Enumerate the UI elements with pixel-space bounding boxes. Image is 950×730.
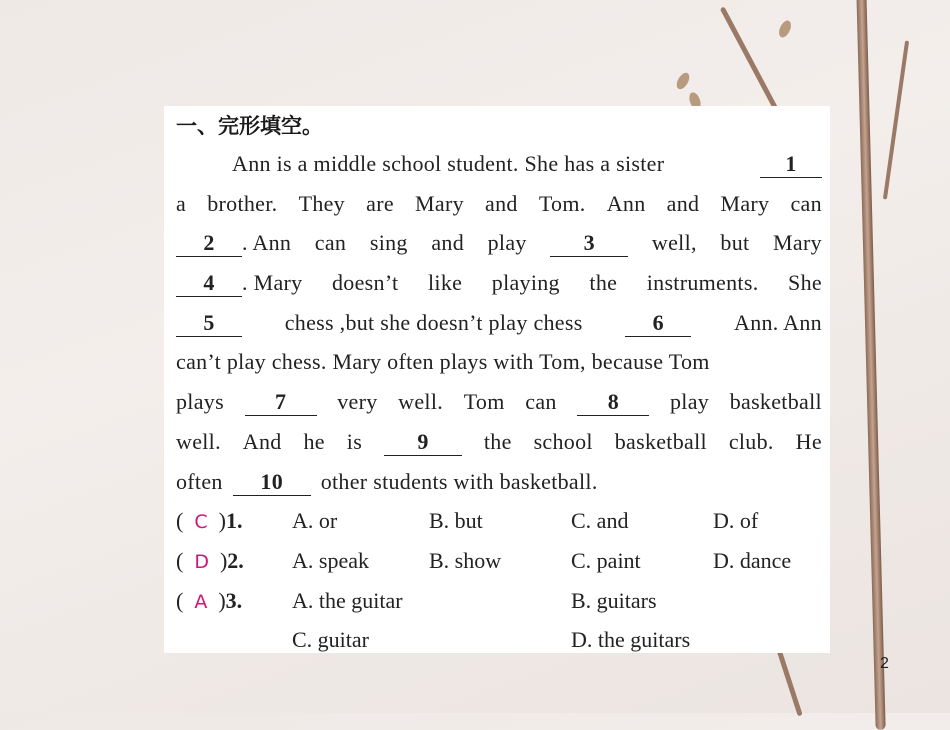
answer-2: D — [194, 550, 209, 573]
option-a: A. or — [292, 508, 338, 534]
question-2: ( D )2. A. speak B. show C. paint D. dance — [176, 541, 822, 581]
passage-line-8: well. And he is 9 the school basketball club. He — [176, 428, 822, 454]
answer-1: C — [194, 511, 208, 534]
blank-2: 2 — [176, 230, 242, 257]
decorative-bud — [777, 19, 794, 40]
option-c: C. and — [571, 508, 629, 534]
question-1: ( C )1. A. or B. but C. and D. of — [176, 501, 822, 541]
option-d: D. of — [713, 508, 759, 534]
option-b: B. but — [429, 508, 483, 534]
option-a: A. the guitar — [292, 587, 403, 613]
option-d: D. dance — [713, 547, 792, 573]
question-3-continued — [176, 620, 822, 660]
passage-line-9: often 10 other students with basketball. — [176, 468, 598, 494]
blank-9: 9 — [384, 429, 462, 456]
passage-line-4: 4 . Mary doesn’t like playing the instruments. She — [176, 263, 822, 303]
answer-3: A — [194, 590, 208, 613]
blank-1: 1 — [760, 151, 822, 178]
passage-line-5: 5 chess ,but she doesn’t play chess 6 Ann. Ann — [176, 303, 822, 343]
question-3: ( A )3. A. the guitar B. guitars — [176, 581, 822, 621]
passage-line-7: plays 7 very well. Tom can 8 play basketball — [176, 389, 822, 415]
passage-line-2: a brother. They are Mary and Tom. Ann and Mary can — [176, 190, 822, 216]
decorative-branch — [856, 0, 885, 730]
option-a: A. speak — [292, 547, 369, 573]
passage-line-6: can’t play chess. Mary often plays with Tom, because Tom — [176, 349, 710, 375]
option-b: B. show — [429, 547, 502, 573]
passage-line-1: Ann is a middle school student. She has a sister 1 — [176, 144, 822, 184]
decorative-twig — [883, 41, 909, 200]
blank-4: 4 — [176, 270, 242, 297]
decorative-bud — [674, 71, 692, 92]
option-c: C. guitar — [292, 627, 369, 653]
option-b: B. guitars — [571, 587, 657, 613]
page-number: 2 — [880, 655, 889, 672]
blank-5: 5 — [176, 310, 242, 337]
blank-7: 7 — [245, 389, 317, 416]
blank-3: 3 — [550, 230, 628, 257]
blank-8: 8 — [577, 389, 649, 416]
option-c: C. paint — [571, 547, 641, 573]
blank-10: 10 — [233, 469, 311, 496]
section-heading: 一、完形填空。 — [176, 114, 323, 138]
option-d: D. the guitars — [571, 627, 691, 653]
passage-line-3: 2 . Ann can sing and play 3 well, but Mary — [176, 223, 822, 263]
exercise-panel — [164, 106, 830, 653]
blank-6: 6 — [625, 310, 691, 337]
